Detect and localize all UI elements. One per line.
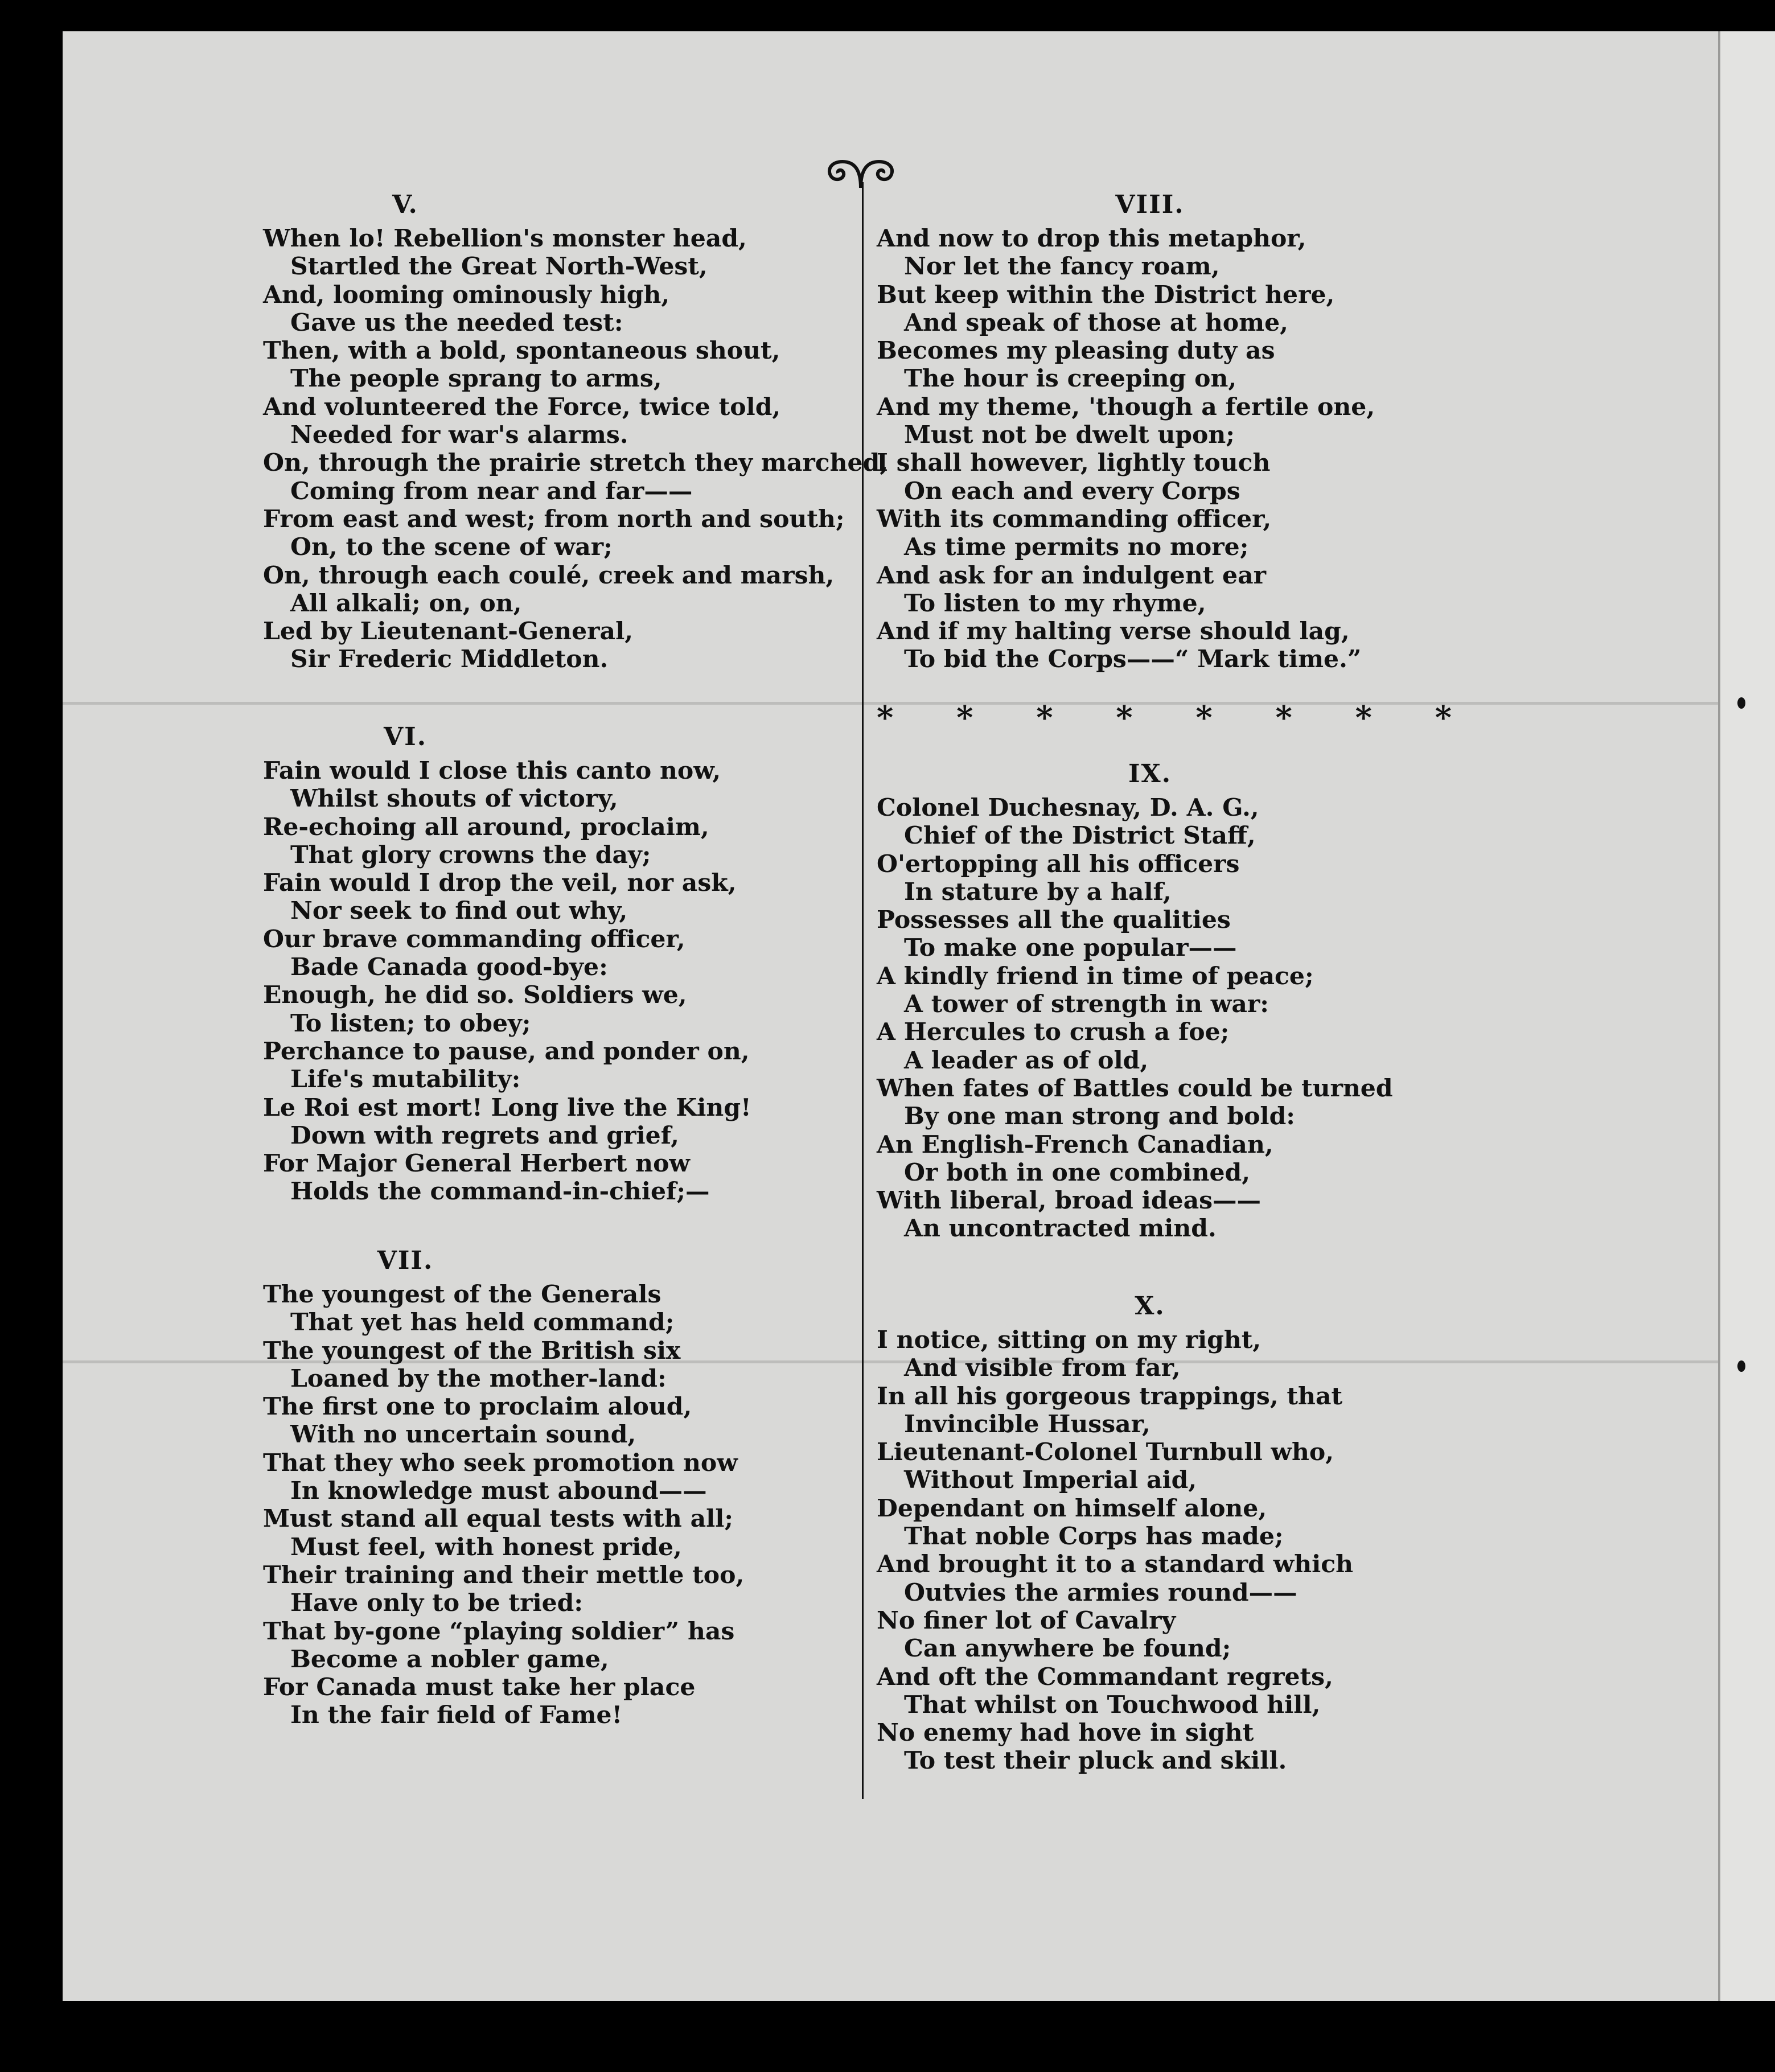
verse-line: And now to drop this metaphor, (877, 224, 1306, 253)
verse-line: A tower of strength in war: (904, 990, 1269, 1019)
verse-line: Become a nobler game, (290, 1645, 609, 1674)
verse-line: Outvies the armies round—— (904, 1578, 1297, 1607)
verse-line: When lo! Rebellion's monster head, (263, 224, 747, 253)
verse-line: From east and west; from north and south; (263, 504, 845, 533)
verse-line: Invincible Hussar, (904, 1409, 1151, 1438)
stanza-x (877, 1286, 1423, 1775)
adjacent-page-edge (1718, 31, 1775, 2001)
verse-line: Our brave commanding officer, (263, 924, 685, 953)
verse-line: Down with regrets and grief, (290, 1121, 679, 1150)
verse-line: For Major General Herbert now (263, 1149, 691, 1178)
verse-line: A kindly friend in time of peace; (877, 961, 1314, 990)
verse-line: But keep within the District here, (877, 280, 1335, 309)
verse-line: Gave us the needed test: (290, 308, 623, 337)
verse-line: By one man strong and bold: (904, 1102, 1295, 1131)
verse-line: Fain would I close this canto now, (263, 757, 721, 785)
verse-line: Must stand all equal tests with all; (263, 1504, 734, 1534)
asterisk-mark: * (1275, 699, 1292, 737)
verse-line: That yet has held command; (290, 1308, 675, 1337)
verse-line: Nor seek to find out why, (290, 897, 628, 926)
asterisk-mark: * (1435, 699, 1452, 737)
verse-line: An English-French Canadian, (877, 1130, 1273, 1159)
verse-line: All alkali; on, on, (290, 589, 522, 618)
verse-line: An uncontracted mind. (904, 1214, 1217, 1243)
verse-line: Re-echoing all around, proclaim, (263, 812, 709, 841)
stanza-vii (263, 1241, 744, 1730)
verse-line: Colonel Duchesnay, D. A. G., (877, 794, 1259, 822)
punch-mark (1737, 697, 1745, 709)
verse-line: A Hercules to crush a foe; (877, 1018, 1230, 1047)
stanza-heading: IX. (1128, 759, 1172, 788)
stanza-vi (263, 717, 751, 1206)
verse-line: No enemy had hove in sight (877, 1719, 1254, 1748)
verse-line: O'ertopping all his officers (877, 849, 1240, 878)
verse-line: Lieutenant-Colonel Turnbull who, (877, 1438, 1334, 1467)
verse-line: The youngest of the Generals (263, 1280, 661, 1309)
asterisk-mark: * (1116, 699, 1133, 737)
asterisk-mark: * (956, 699, 973, 737)
verse-line: To test their pluck and skill. (904, 1746, 1287, 1775)
verse-line: That glory crowns the day; (290, 840, 651, 869)
verse-line: Holds the command-in-chief;— (290, 1177, 710, 1206)
verse-line: The youngest of the British six (263, 1336, 681, 1365)
verse-line: And ask for an indulgent ear (877, 561, 1267, 590)
stanza-heading: V. (392, 190, 418, 219)
verse-line: That noble Corps has made; (904, 1522, 1284, 1551)
stanza-heading: X. (1135, 1292, 1165, 1321)
verse-line: That by-gone “playing soldier” has (263, 1617, 735, 1646)
verse-line: No finer lot of Cavalry (877, 1606, 1176, 1635)
verse-line: On, through each coulé, creek and marsh, (263, 561, 835, 590)
verse-line: Enough, he did so. Soldiers we, (263, 981, 687, 1010)
verse-line: To bid the Corps——“ Mark time.” (904, 645, 1362, 674)
verse-line: On, to the scene of war; (290, 533, 613, 562)
verse-line: Must feel, with honest pride, (290, 1532, 682, 1561)
verse-line: Bade Canada good-bye: (290, 953, 608, 982)
stanza-heading: VIII. (1115, 190, 1185, 219)
verse-line: Becomes my pleasing duty as (877, 336, 1275, 365)
stanza-heading: VI. (383, 722, 428, 751)
verse-line: In the fair field of Fame! (290, 1701, 623, 1730)
verse-line: The hour is creeping on, (904, 364, 1237, 393)
verse-line: On, through the prairie stretch they marched, (263, 449, 889, 478)
verse-line: Their training and their mettle too, (263, 1560, 745, 1589)
verse-line: To listen to my rhyme, (904, 589, 1206, 618)
verse-line: On each and every Corps (904, 476, 1240, 505)
asterisk-mark: * (1195, 699, 1213, 737)
verse-line: Sir Frederic Middleton. (290, 645, 609, 674)
verse-line: Perchance to pause, and ponder on, (263, 1037, 750, 1066)
verse-line: And, looming ominously high, (263, 280, 670, 309)
asterisk-mark: * (877, 699, 894, 737)
verse-line: Chief of the District Staff, (904, 821, 1256, 850)
asterisk-mark: * (1036, 699, 1053, 737)
verse-line: That whilst on Touchwood hill, (904, 1690, 1321, 1719)
verse-line: Loaned by the mother-land: (290, 1364, 667, 1393)
verse-line: The people sprang to arms, (290, 364, 662, 393)
verse-line: And if my halting verse should lag, (877, 617, 1350, 646)
verse-line: With liberal, broad ideas—— (877, 1186, 1262, 1215)
verse-line: Have only to be tried: (290, 1589, 584, 1618)
verse-line: To make one popular—— (904, 934, 1237, 963)
verse-line: Startled the Great North-West, (290, 252, 708, 281)
verse-line: In all his gorgeous trappings, that (877, 1382, 1343, 1411)
verse-line: Le Roi est mort! Long live the King! (263, 1093, 751, 1122)
asterisk-separator (877, 699, 1452, 737)
verse-line: And volunteered the Force, twice told, (263, 392, 781, 421)
verse-line: The first one to proclaim aloud, (263, 1392, 692, 1421)
verse-line: Then, with a bold, spontaneous shout, (263, 336, 780, 365)
asterisk-mark: * (1355, 699, 1372, 737)
verse-line: When fates of Battles could be turned (877, 1074, 1393, 1103)
verse-line: Without Imperial aid, (904, 1466, 1197, 1495)
verse-line: With no uncertain sound, (290, 1420, 636, 1449)
verse-line: Or both in one combined, (904, 1158, 1251, 1187)
verse-line: That they who seek promotion now (263, 1448, 738, 1477)
stanza-v (263, 185, 888, 674)
stanza-heading: VII. (377, 1246, 434, 1275)
verse-line: Fain would I drop the veil, nor ask, (263, 869, 737, 898)
verse-line: In stature by a half, (904, 877, 1172, 906)
verse-line: Possesses all the qualities (877, 906, 1231, 935)
verse-line: I notice, sitting on my right, (877, 1326, 1262, 1354)
verse-line: And speak of those at home, (904, 308, 1288, 337)
verse-line: Must not be dwelt upon; (904, 421, 1235, 450)
verse-line: Coming from near and far—— (290, 476, 693, 505)
verse-line: And my theme, 'though a fertile one, (877, 392, 1375, 421)
verse-line: And brought it to a standard which (877, 1550, 1354, 1579)
verse-line: Life's mutability: (290, 1065, 521, 1094)
verse-line: And visible from far, (904, 1354, 1181, 1383)
verse-line: Whilst shouts of victory, (290, 784, 618, 813)
verse-line: I shall however, lightly touch (877, 449, 1271, 478)
verse-line: Can anywhere be found; (904, 1634, 1231, 1663)
verse-line: In knowledge must abound—— (290, 1477, 707, 1506)
stanza-ix (877, 754, 1423, 1243)
verse-line: With its commanding officer, (877, 504, 1272, 533)
verse-line: To listen; to obey; (290, 1009, 531, 1038)
verse-line: Needed for war's alarms. (290, 421, 628, 450)
stanza-viii (877, 185, 1423, 674)
verse-line: As time permits no more; (904, 533, 1249, 562)
punch-mark (1737, 1360, 1745, 1372)
verse-line: For Canada must take her place (263, 1673, 696, 1702)
verse-line: A leader as of old, (904, 1046, 1149, 1075)
verse-line: And oft the Commandant regrets, (877, 1662, 1333, 1691)
verse-line: Nor let the fancy roam, (904, 252, 1220, 281)
verse-line: Led by Lieutenant-General, (263, 617, 634, 646)
verse-line: Dependant on himself alone, (877, 1494, 1267, 1523)
